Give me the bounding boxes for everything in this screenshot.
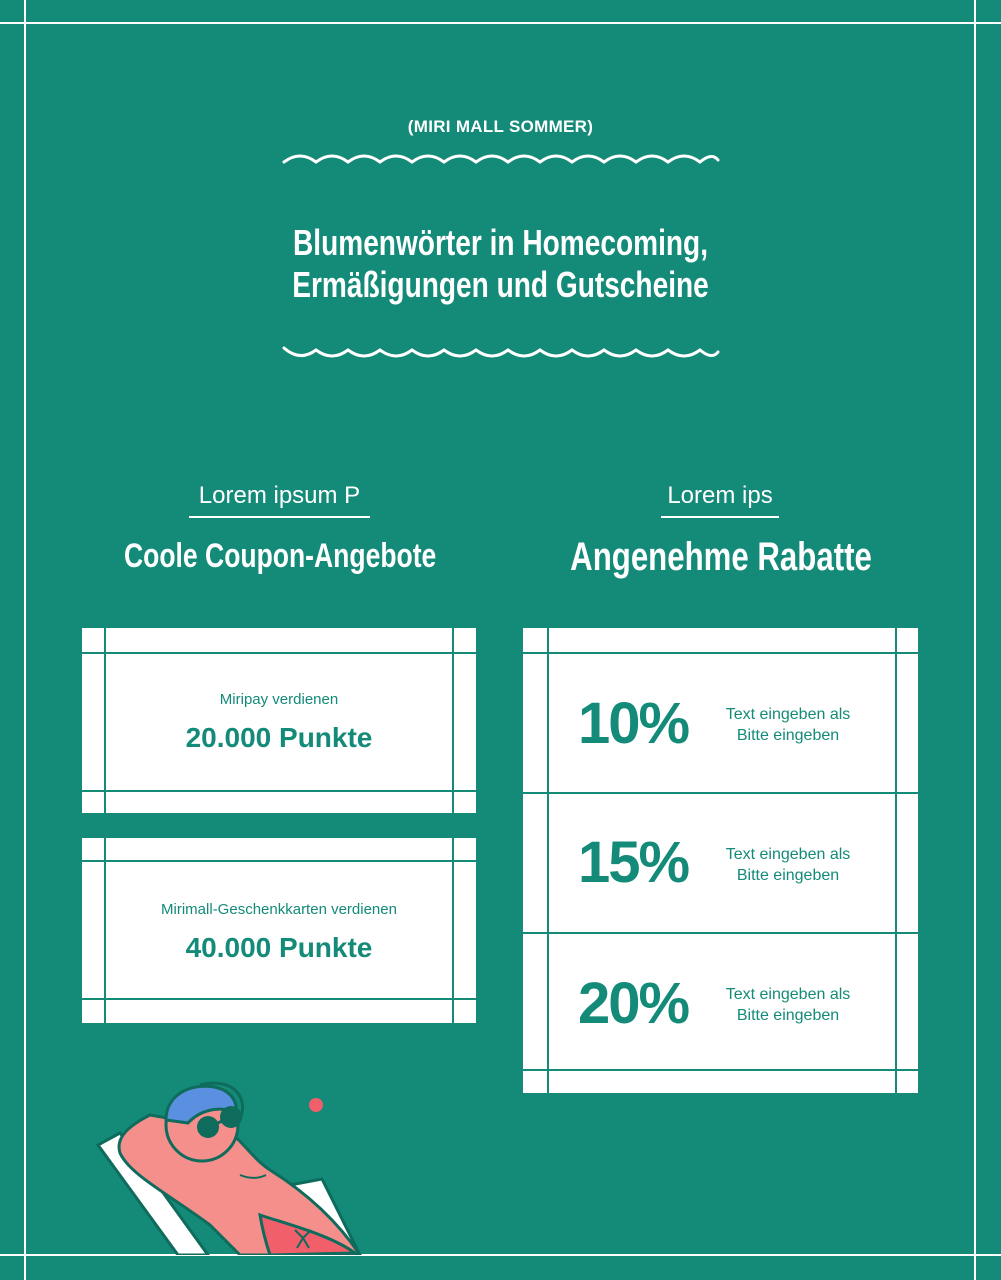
frame-line-left [24, 0, 26, 1280]
coupon-card-2 [82, 838, 476, 1023]
discount-percent: 20% [577, 971, 689, 1036]
coupon-card-subtitle: Miripay verdienen [219, 691, 339, 708]
discount-percent: 10% [577, 691, 689, 756]
kicker-label: (MIRI MALL SOMMER) [407, 117, 594, 136]
coupon-card-1 [82, 628, 476, 813]
left-column-title: Coole Coupon-Angebote [124, 537, 437, 575]
coupon-card-points: 20.000 Punkte [185, 722, 373, 753]
wave-divider-top [282, 150, 720, 170]
discount-percent: 15% [577, 830, 689, 895]
right-column-label: Lorem ips [661, 482, 779, 518]
sunbathing-man-icon [90, 1075, 370, 1255]
left-column-label: Lorem ipsum P [189, 482, 370, 518]
wave-divider-bottom [282, 342, 720, 362]
discount-row [523, 794, 918, 932]
discount-row [523, 654, 918, 792]
frame-line-right [974, 0, 976, 1280]
coupon-card-subtitle: Mirimall-Geschenkkarten verdienen [161, 901, 397, 918]
coupon-card-points: 40.000 Punkte [185, 932, 373, 963]
frame-line-top [0, 22, 1001, 24]
discount-description: Text eingeben als Bitte eingeben [725, 986, 851, 1024]
page-title-line-1: Blumenwörter in Homecoming, [292, 222, 709, 263]
discount-description: Text eingeben als Bitte eingeben [725, 846, 851, 884]
discount-row [523, 934, 918, 1069]
page-title [110, 222, 891, 306]
discount-description: Text eingeben als Bitte eingeben [725, 706, 851, 744]
right-column-title: Angenehme Rabatte [570, 535, 872, 579]
discount-card [523, 628, 918, 1093]
page-title-line-2: Ermäßigungen und Gutscheine [292, 264, 709, 305]
